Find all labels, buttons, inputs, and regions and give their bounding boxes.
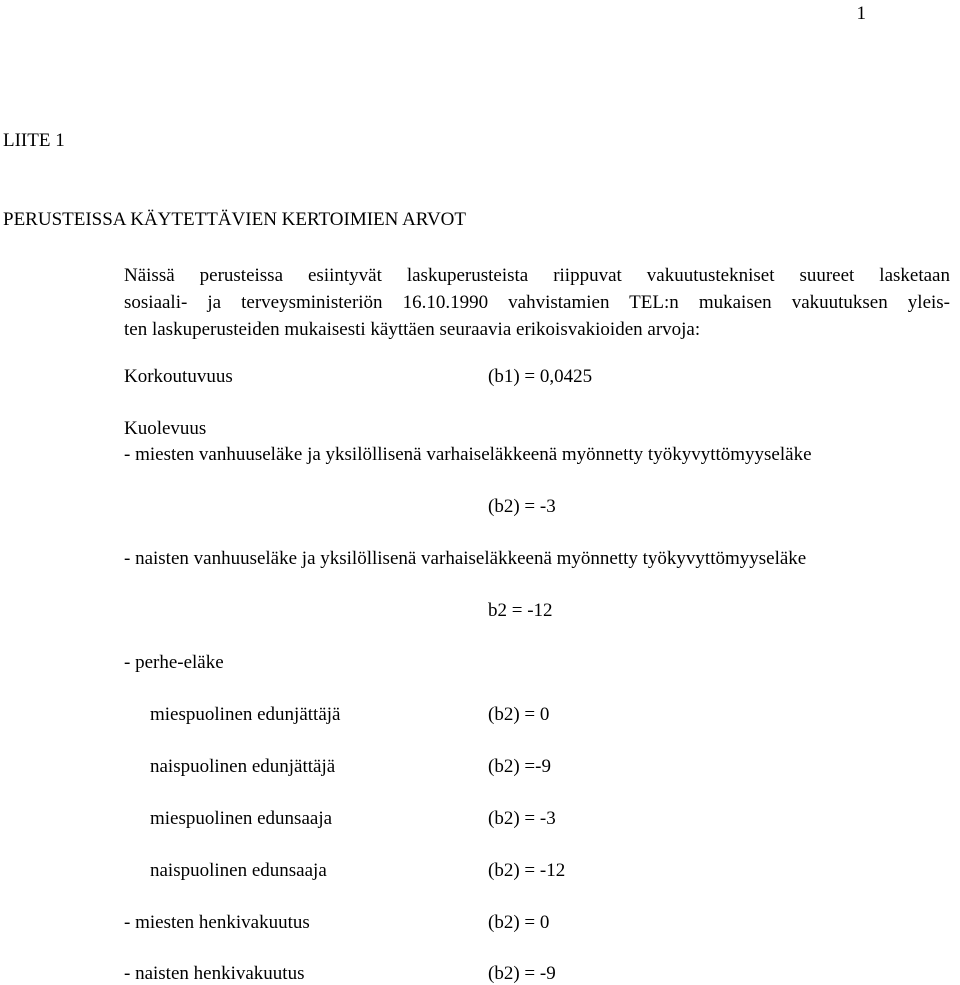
family-pension-row-value: (b2) = 0 (488, 704, 550, 725)
section-heading: PERUSTEISSA KÄYTETTÄVIEN KERTOIMIEN ARVOT (3, 209, 467, 230)
women-life-insurance-value: (b2) = -9 (488, 963, 556, 984)
men-life-insurance-value: (b2) = 0 (488, 912, 550, 933)
mortality-label: Kuolevuus (124, 418, 207, 439)
women-pension-value: b2 = -12 (488, 600, 553, 621)
appendix-title: LIITE 1 (3, 130, 65, 151)
interest-value: (b1) = 0,0425 (488, 366, 593, 387)
family-pension-row-label: naispuolinen edunsaaja (150, 860, 327, 881)
family-pension-label: - perhe-eläke (124, 652, 224, 673)
women-life-insurance-label: - naisten henkivakuutus (124, 963, 305, 984)
page-number: 1 (856, 3, 866, 24)
intro-paragraph (124, 262, 950, 343)
family-pension-row-value: (b2) =-9 (488, 756, 551, 777)
family-pension-row-value: (b2) = -12 (488, 860, 566, 881)
intro-line-3: ten laskuperusteiden mukaisesti käyttäen seuraavia erikoisvakioiden arvoja: (124, 319, 701, 340)
men-pension-value: (b2) = -3 (488, 496, 556, 517)
family-pension-row-label: miespuolinen edunjättäjä (150, 704, 341, 725)
interest-label: Korkoutuvuus (124, 366, 233, 387)
intro-line-1: Näissä perusteissa esiintyvät laskuperusteista riippuvat vakuutustekniset suureet lasketaan (124, 265, 950, 286)
women-pension-label: - naisten vanhuuseläke ja yksilöllisenä varhaiseläkkeenä myönnetty työkyvyttömyyseläke (124, 548, 807, 569)
family-pension-row-value: (b2) = -3 (488, 808, 556, 829)
family-pension-row-label: naispuolinen edunjättäjä (150, 756, 336, 777)
men-pension-label: - miesten vanhuuseläke ja yksilöllisenä varhaiseläkkeenä myönnetty työkyvyttömyyseläke (124, 444, 812, 465)
family-pension-row-label: miespuolinen edunsaaja (150, 808, 333, 829)
men-life-insurance-label: - miesten henkivakuutus (124, 912, 310, 933)
intro-line-2: sosiaali- ja terveysministeriön 16.10.1990 vahvistamien TEL:n mukaisen vakuutuksen yleis- (124, 292, 950, 313)
